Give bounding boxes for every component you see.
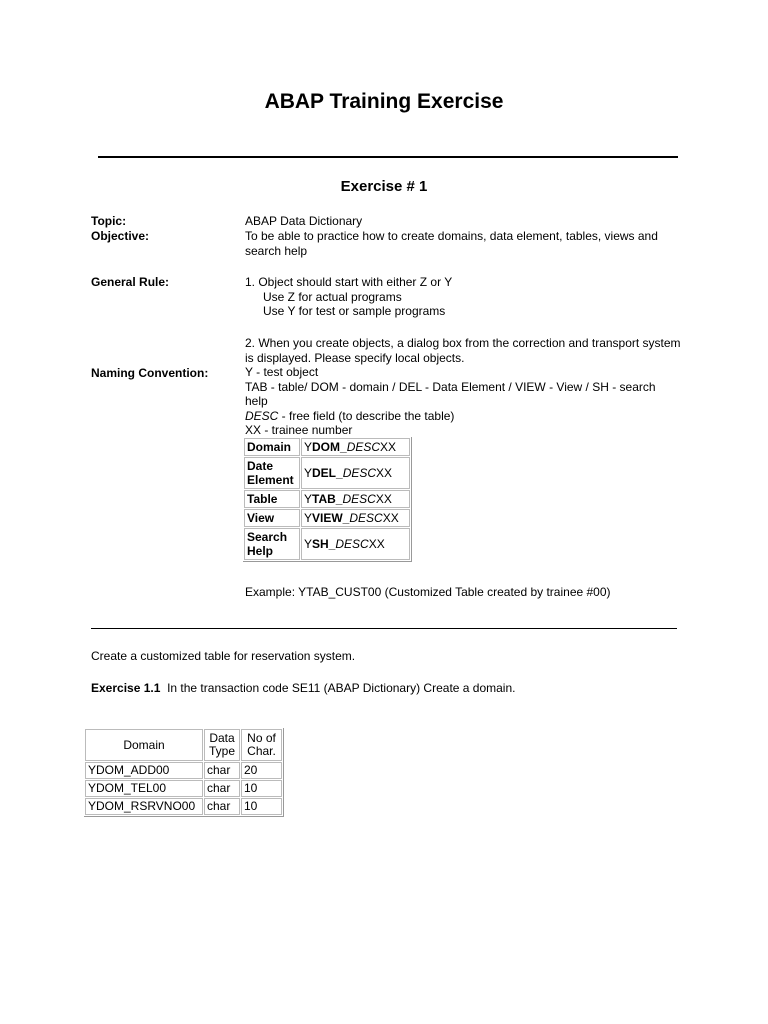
- page-title: ABAP Training Exercise: [264, 90, 504, 113]
- table-row: [244, 509, 410, 527]
- domain-name: YDOM_ADD00: [85, 762, 203, 779]
- column-header: Domain: [85, 729, 203, 761]
- char-count: 20: [241, 762, 282, 779]
- naming-line-1: Y - test object: [245, 365, 319, 379]
- exercise-1-1-text: In the transaction code SE11 (ABAP Dictionary) Create a domain.: [167, 681, 516, 695]
- table-row: [85, 780, 282, 797]
- general-rule-block: [245, 275, 685, 319]
- char-count: 10: [241, 780, 282, 797]
- naming-convention-table: [243, 437, 412, 562]
- naming-pattern: YDEL_DESCXX: [301, 457, 410, 489]
- objective-label: Objective:: [91, 229, 150, 243]
- naming-pattern: YDOM_DESCXX: [301, 438, 410, 456]
- naming-line-2: TAB - table/ DOM - domain / DEL - Data Element / VIEW - View / SH - search help: [245, 379, 656, 409]
- naming-type: Date Element: [244, 457, 300, 489]
- table-row: [85, 798, 282, 815]
- example-text: Example: YTAB_CUST00 (Customized Table created by trainee #00): [245, 585, 611, 599]
- naming-line-4: XX - trainee number: [245, 423, 353, 438]
- section-divider: [91, 628, 677, 629]
- column-header: No of Char.: [241, 729, 282, 761]
- naming-type: Search Help: [244, 528, 300, 560]
- topic-value: ABAP Data Dictionary: [245, 214, 363, 228]
- table-row: [85, 762, 282, 779]
- rule-2: 2. When you create objects, a dialog box from the correction and transport system is displayed. Please specify local objects.: [245, 336, 681, 365]
- general-rule-label: General Rule:: [91, 275, 170, 289]
- naming-type: Domain: [244, 438, 300, 456]
- table-row: [244, 457, 410, 489]
- domain-name: YDOM_RSRVNO00: [85, 798, 203, 815]
- naming-type: View: [244, 509, 300, 527]
- table-row: [244, 438, 410, 456]
- exercise-1-1-label: Exercise 1.1: [91, 681, 161, 695]
- data-type: char: [204, 798, 240, 815]
- naming-convention-block: [245, 365, 681, 438]
- table-row: [244, 490, 410, 508]
- desc-term: DESC: [245, 408, 279, 423]
- desc-explanation: - free field (to describe the table): [278, 408, 455, 423]
- naming-pattern: YSH_DESCXX: [301, 528, 410, 560]
- domain-table: [84, 728, 284, 817]
- naming-line-3: [245, 409, 681, 424]
- table-row: [244, 528, 410, 560]
- naming-pattern: YVIEW_DESCXX: [301, 509, 410, 527]
- naming-convention-label: Naming Convention:: [91, 366, 209, 380]
- topic-label: Topic:: [91, 214, 127, 228]
- rule-1a: Use Z for actual programs: [263, 289, 402, 304]
- exercise-1-1: [91, 681, 515, 695]
- rule-1: 1. Object should start with either Z or Y: [245, 275, 453, 289]
- char-count: 10: [241, 798, 282, 815]
- naming-type: Table: [244, 490, 300, 508]
- title-divider: [98, 156, 678, 158]
- table-header-row: [85, 729, 282, 761]
- objective-value: To be able to practice how to create domains, data element, tables, views and search help: [245, 229, 658, 258]
- rule-1b: Use Y for test or sample programs: [263, 304, 446, 319]
- domain-name: YDOM_TEL00: [85, 780, 203, 797]
- data-type: char: [204, 780, 240, 797]
- column-header: Data Type: [204, 729, 240, 761]
- data-type: char: [204, 762, 240, 779]
- naming-pattern: YTAB_DESCXX: [301, 490, 410, 508]
- exercise-heading: Exercise # 1: [340, 178, 428, 195]
- intro-text: Create a customized table for reservation system.: [91, 649, 356, 663]
